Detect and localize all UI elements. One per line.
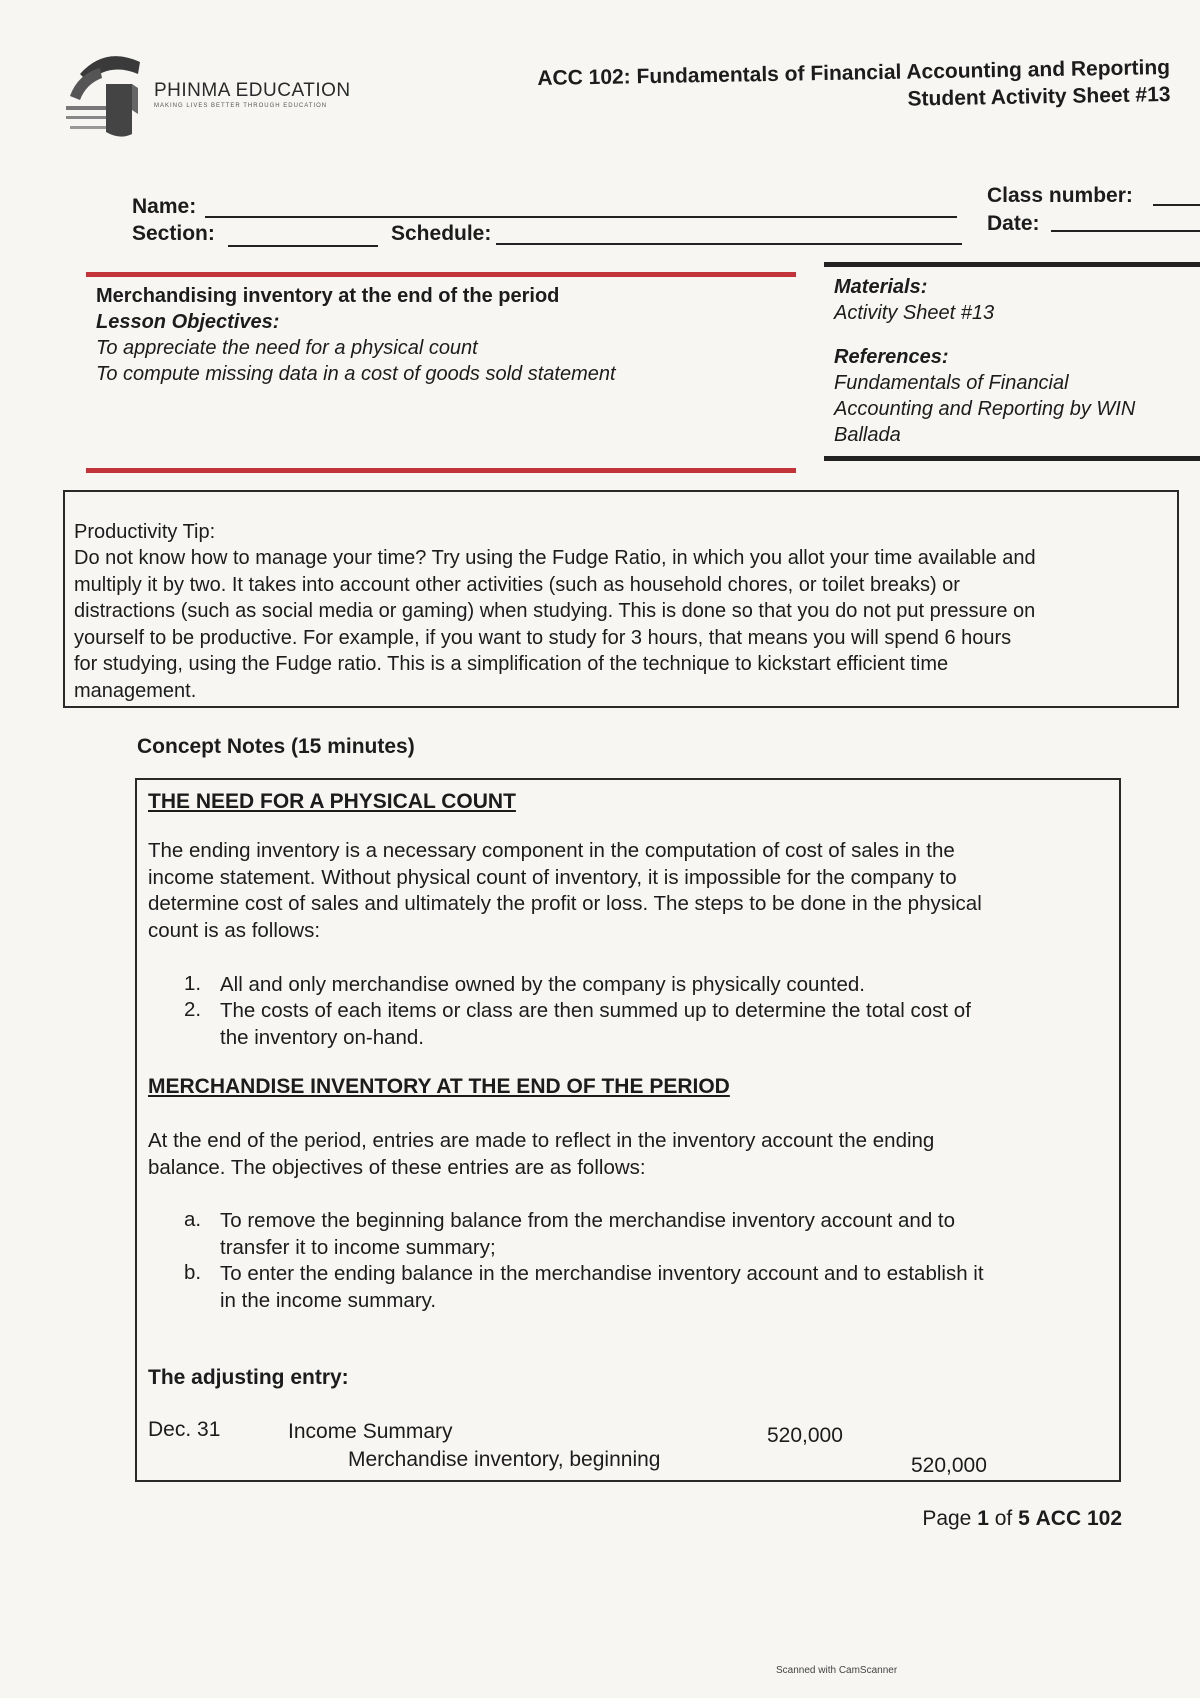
reference-line: Ballada — [834, 424, 901, 446]
objective-marker: b. — [184, 1261, 202, 1284]
sheet-title: Student Activity Sheet #13 — [907, 82, 1171, 111]
paragraph-line: The ending inventory is a necessary component in the computation of cost of sales in the — [148, 839, 955, 862]
lesson-objective: To compute missing data in a cost of goods sold statement — [96, 363, 616, 385]
tip-body — [74, 545, 1174, 704]
course-code: ACC 102 — [1035, 1507, 1122, 1530]
materials-label: Materials: — [834, 276, 928, 298]
step-line: The costs of each items or class are then summed up to determine the total cost of — [220, 999, 971, 1022]
brand-name: PHINMA EDUCATION — [154, 80, 351, 101]
objective-marker: a. — [184, 1208, 202, 1231]
objective-item — [220, 1208, 955, 1261]
page-current: 1 — [977, 1507, 989, 1530]
physical-count-paragraph — [148, 838, 1093, 944]
brand-tagline: MAKING LIVES BETTER THROUGH EDUCATION — [154, 103, 328, 109]
tip-line: management. — [74, 679, 197, 702]
name-label: Name: — [132, 195, 197, 218]
paragraph-line: At the end of the period, entries are made to reflect in the inventory account the ending — [148, 1129, 935, 1152]
page-of: of — [994, 1507, 1013, 1530]
class-number-label: Class number: — [987, 184, 1133, 207]
objective-line: transfer it to income summary; — [220, 1235, 496, 1259]
paragraph-line: balance. The objectives of these entries are as follows: — [148, 1155, 646, 1179]
physical-count-heading: THE NEED FOR A PHYSICAL COUNT — [148, 790, 516, 813]
entry-debit-account: Income Summary — [288, 1420, 453, 1443]
end-of-period-heading: MERCHANDISE INVENTORY AT THE END OF THE PERIOD — [148, 1075, 730, 1098]
step-marker: 2. — [184, 998, 202, 1021]
adjusting-entry-label: The adjusting entry: — [148, 1366, 349, 1389]
concept-notes-title: Concept Notes (15 minutes) — [137, 735, 415, 758]
lesson-top-divider — [86, 272, 796, 277]
reference-line: Accounting and Reporting by WIN — [834, 398, 1136, 420]
tip-line: distractions (such as social media or gaming) when studying. This is done so that you do not put pressure on — [74, 600, 1036, 622]
entry-date: Dec. 31 — [148, 1418, 221, 1441]
materials-top-divider — [824, 262, 1200, 267]
page-prefix: Page — [922, 1507, 972, 1530]
lesson-objective: To appreciate the need for a physical count — [96, 337, 478, 359]
entry-credit-amount: 520,000 — [911, 1454, 987, 1477]
tip-line: multiply it by two. It takes into account other activities (such as household chores, or toilet breaks) or — [74, 573, 960, 596]
materials-bottom-divider — [824, 456, 1200, 461]
schedule-label: Schedule: — [391, 222, 492, 245]
lesson-block — [96, 283, 796, 387]
paragraph-line: determine cost of sales and ultimately the profit or loss. The steps to be done in the physical — [148, 892, 982, 915]
name-field[interactable] — [205, 216, 957, 218]
materials-value: Activity Sheet #13 — [834, 302, 995, 324]
objective-line: in the income summary. — [220, 1288, 437, 1312]
objective-line: To enter the ending balance in the merchandise inventory account and to establish it — [220, 1262, 984, 1285]
end-of-period-paragraph — [148, 1128, 1093, 1181]
date-label: Date: — [987, 212, 1040, 235]
page-footer — [922, 1507, 1122, 1531]
reference-line: Fundamentals of Financial — [834, 372, 1069, 394]
course-header — [537, 54, 1171, 119]
tip-line: Do not know how to manage your time? Try using the Fudge Ratio, in which you allot your time available and — [74, 547, 1036, 569]
schedule-field[interactable] — [496, 243, 962, 245]
entry-debit-amount: 520,000 — [767, 1424, 843, 1447]
lesson-bottom-divider — [86, 468, 796, 473]
phinma-logo-icon — [60, 44, 160, 140]
step-line: the inventory on-hand. — [220, 1025, 424, 1049]
tip-title: Productivity Tip: — [74, 521, 216, 543]
lesson-objectives-label: Lesson Objectives: — [96, 311, 280, 333]
references-label: References: — [834, 346, 949, 368]
entry-credit-account: Merchandise inventory, beginning — [348, 1448, 661, 1471]
scanned-watermark: Scanned with CamScanner — [776, 1665, 898, 1676]
step-item — [220, 998, 971, 1051]
page-total: 5 — [1018, 1507, 1030, 1530]
section-field[interactable] — [228, 245, 378, 247]
paragraph-line: count is as follows: — [148, 918, 321, 942]
tip-line: yourself to be productive. For example, if you want to study for 3 hours, that means you will spend 6 hours — [74, 626, 1012, 649]
tip-line: for studying, using the Fudge ratio. This is a simplification of the technique to kickstart efficient time — [74, 653, 949, 675]
objective-line: To remove the beginning balance from the merchandise inventory account and to — [220, 1209, 956, 1232]
class-number-field[interactable] — [1153, 204, 1200, 206]
lesson-title: Merchandising inventory at the end of the period — [96, 285, 560, 307]
date-field[interactable] — [1051, 230, 1200, 232]
step-item: All and only merchandise owned by the company is physically counted. — [220, 973, 865, 996]
step-marker: 1. — [184, 972, 202, 995]
objective-item — [220, 1261, 984, 1314]
paragraph-line: income statement. Without physical count of inventory, it is impossible for the company to — [148, 865, 957, 889]
course-title: ACC 102: Fundamentals of Financial Accounting and Reporting — [537, 55, 1171, 91]
materials-block — [834, 274, 1200, 448]
section-label: Section: — [132, 222, 215, 245]
